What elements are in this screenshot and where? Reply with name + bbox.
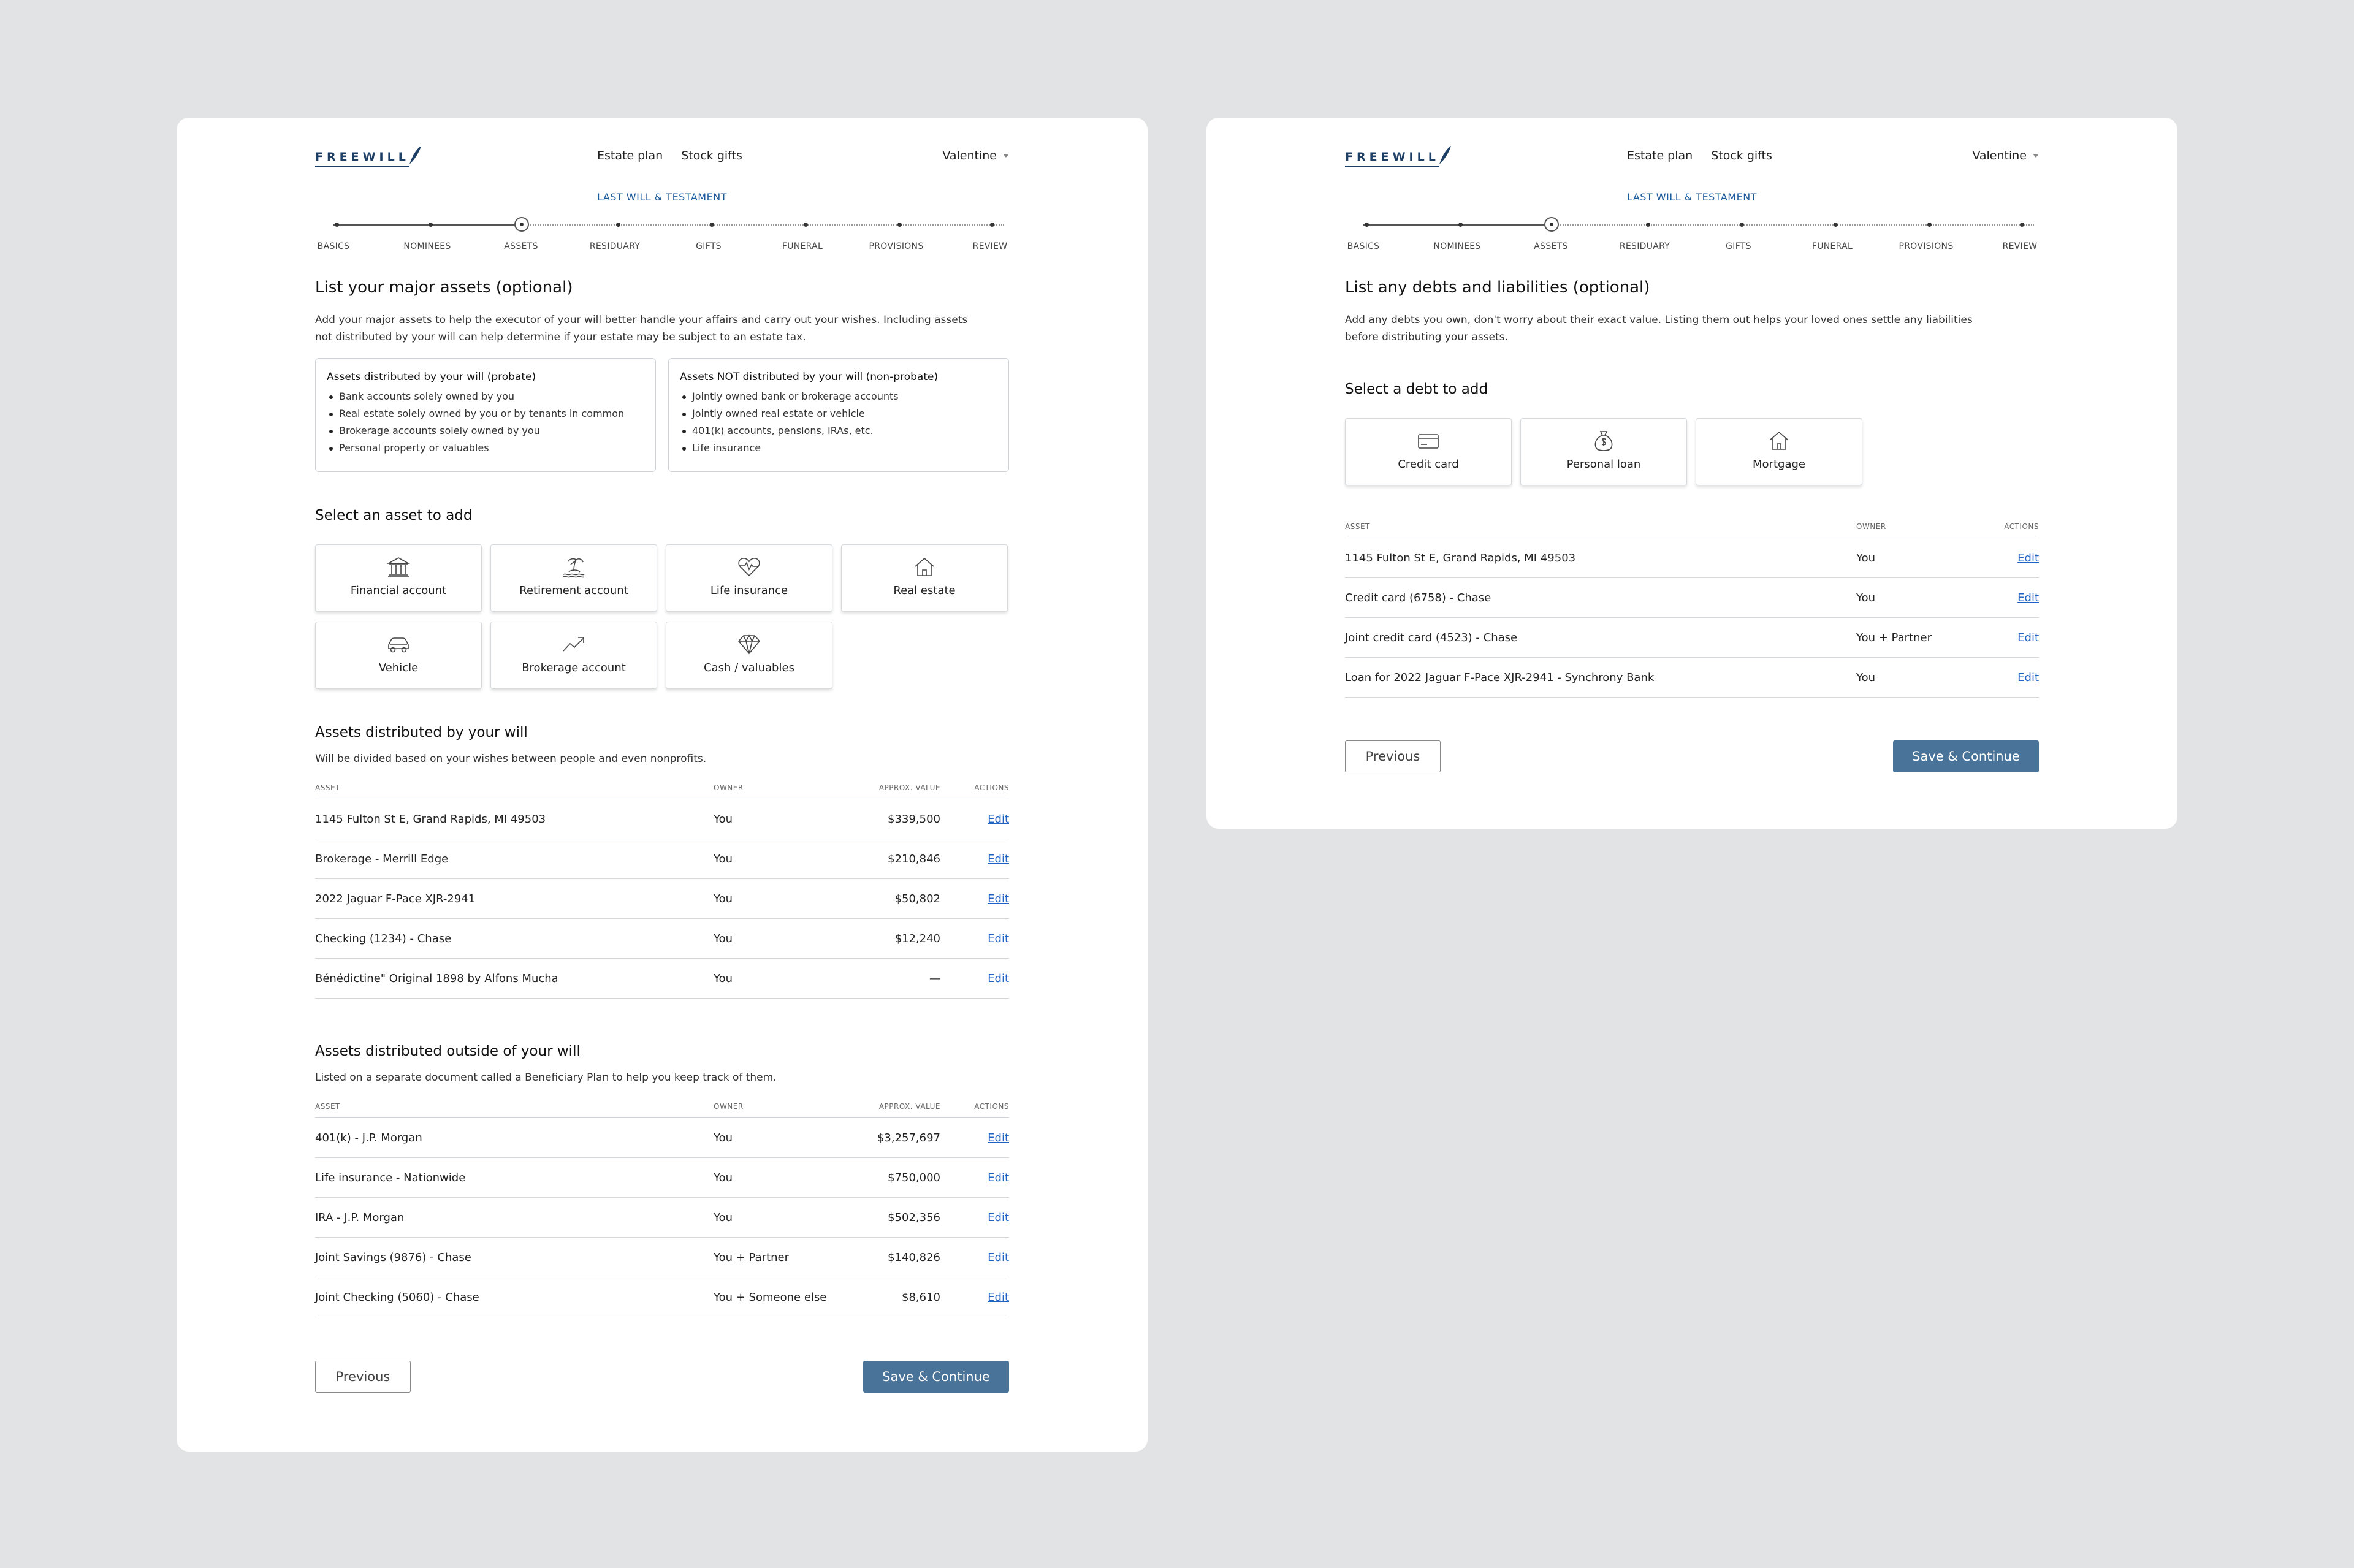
user-name: Valentine bbox=[942, 149, 997, 162]
progress-label-gifts[interactable]: GIFTS bbox=[696, 242, 722, 251]
debts-table bbox=[1345, 519, 2039, 698]
column-value: APPROX. VALUE bbox=[878, 1102, 940, 1111]
list-item: Jointly owned real estate or vehicle bbox=[680, 405, 997, 422]
progress-dot-review[interactable] bbox=[2020, 223, 2024, 227]
tile-label: Retirement account bbox=[519, 584, 628, 597]
asset-owner: You bbox=[714, 1211, 733, 1224]
edit-link[interactable]: Edit bbox=[988, 1211, 1009, 1224]
progress-dot-residuary[interactable] bbox=[616, 223, 620, 227]
asset-name: Brokerage - Merrill Edge bbox=[315, 853, 449, 866]
heartbeat-icon bbox=[737, 555, 761, 579]
asset-owner: You bbox=[714, 972, 733, 985]
save-continue-button[interactable]: Save & Continue bbox=[1893, 740, 2039, 772]
progress-label-assets[interactable]: ASSETS bbox=[1534, 242, 1568, 251]
asset-value: $339,500 bbox=[888, 813, 940, 826]
progress-dot-funeral[interactable] bbox=[804, 223, 808, 227]
asset-name: Life insurance - Nationwide bbox=[315, 1171, 466, 1184]
edit-link[interactable]: Edit bbox=[988, 1171, 1009, 1184]
table-row bbox=[315, 1198, 1009, 1238]
retirement-account-tile[interactable] bbox=[490, 544, 657, 612]
progress-label-nominees[interactable]: NOMINEES bbox=[403, 242, 451, 251]
previous-button[interactable]: Previous bbox=[1345, 740, 1441, 772]
progress-title: LAST WILL & TESTAMENT bbox=[597, 191, 727, 203]
edit-link[interactable]: Edit bbox=[2017, 592, 2039, 604]
cash-valuables-tile[interactable] bbox=[666, 622, 832, 689]
probate-box-title: Assets distributed by your will (probate) bbox=[327, 371, 536, 383]
progress-line-remaining bbox=[521, 224, 1004, 226]
brokerage-account-tile[interactable] bbox=[490, 622, 657, 689]
progress-label-provisions[interactable]: PROVISIONS bbox=[869, 242, 924, 251]
progress-dot-funeral[interactable] bbox=[1834, 223, 1838, 227]
asset-name: 401(k) - J.P. Morgan bbox=[315, 1132, 422, 1144]
progress-dot-nominees[interactable] bbox=[1458, 223, 1463, 227]
debt-name: Credit card (6758) - Chase bbox=[1345, 592, 1491, 604]
asset-value: $3,257,697 bbox=[877, 1132, 940, 1144]
table-row bbox=[315, 879, 1009, 919]
edit-link[interactable]: Edit bbox=[988, 972, 1009, 985]
progress-line-complete bbox=[1363, 224, 1551, 226]
progress-dot-nominees[interactable] bbox=[429, 223, 433, 227]
nonprobate-info-box bbox=[668, 358, 1009, 472]
list-item: Real estate solely owned by you or by tenants in common bbox=[327, 405, 644, 422]
table-row bbox=[1345, 658, 2039, 698]
asset-name: 1145 Fulton St E, Grand Rapids, MI 49503 bbox=[315, 813, 546, 826]
nav-estate-plan[interactable]: Estate plan bbox=[1627, 149, 1693, 162]
progress-label-funeral[interactable]: FUNERAL bbox=[782, 242, 823, 251]
table-row bbox=[1345, 618, 2039, 658]
outside-assets-table bbox=[315, 1098, 1009, 1317]
edit-link[interactable]: Edit bbox=[988, 813, 1009, 826]
edit-link[interactable]: Edit bbox=[2017, 552, 2039, 565]
page-title: List your major assets (optional) bbox=[315, 278, 573, 297]
user-menu[interactable] bbox=[942, 149, 1009, 162]
tile-label: Life insurance bbox=[710, 584, 788, 597]
asset-owner: You bbox=[714, 932, 733, 945]
progress-label-provisions[interactable]: PROVISIONS bbox=[1899, 242, 1954, 251]
top-header bbox=[315, 132, 1009, 188]
nav-stock-gifts[interactable]: Stock gifts bbox=[1711, 149, 1772, 162]
list-item: Jointly owned bank or brokerage accounts bbox=[680, 388, 997, 405]
credit-card-icon bbox=[1416, 429, 1441, 452]
progress-dot-basics[interactable] bbox=[1365, 223, 1369, 227]
progress-label-assets[interactable]: ASSETS bbox=[504, 242, 538, 251]
debt-owner: You bbox=[1856, 592, 1876, 604]
progress-label-funeral[interactable]: FUNERAL bbox=[1811, 242, 1853, 251]
debt-owner: You + Partner bbox=[1856, 631, 1932, 644]
table-header bbox=[315, 780, 1009, 799]
house-icon bbox=[912, 555, 937, 579]
nav-estate-plan[interactable]: Estate plan bbox=[597, 149, 663, 162]
logo-text: FREEWILL bbox=[1345, 150, 1439, 167]
edit-link[interactable]: Edit bbox=[988, 1291, 1009, 1304]
chevron-down-icon bbox=[2033, 154, 2039, 158]
progress-dot-assets-current[interactable] bbox=[514, 217, 529, 232]
tile-label: Credit card bbox=[1398, 458, 1459, 471]
page-intro: Add your major assets to help the executor of your will better handle your affairs and carry out your wishes. Including assets not distributed by your will can help determine if your estate may be subject to an estate tax. bbox=[315, 314, 968, 343]
asset-value: $8,610 bbox=[902, 1291, 940, 1304]
table-row bbox=[315, 1277, 1009, 1317]
debt-name: 1145 Fulton St E, Grand Rapids, MI 49503 bbox=[1345, 552, 1576, 565]
user-menu[interactable] bbox=[1972, 149, 2039, 162]
debt-name: Joint credit card (4523) - Chase bbox=[1345, 631, 1518, 644]
column-value: APPROX. VALUE bbox=[878, 783, 940, 792]
list-item: Bank accounts solely owned by you bbox=[327, 388, 644, 405]
table-row bbox=[315, 1118, 1009, 1158]
list-item: Life insurance bbox=[680, 440, 997, 457]
table-row bbox=[315, 959, 1009, 999]
freewill-logo[interactable] bbox=[1345, 146, 1452, 170]
tile-label: Cash / valuables bbox=[704, 661, 794, 674]
progress-label-nominees[interactable]: NOMINEES bbox=[1433, 242, 1481, 251]
progress-title: LAST WILL & TESTAMENT bbox=[1627, 191, 1757, 203]
progress-dot-assets-current[interactable] bbox=[1544, 217, 1559, 232]
progress-label-residuary[interactable]: RESIDUARY bbox=[589, 242, 641, 251]
progress-label-basics[interactable]: BASICS bbox=[1347, 242, 1380, 251]
debt-owner: You bbox=[1856, 552, 1876, 565]
island-icon bbox=[562, 555, 586, 579]
asset-value: $502,356 bbox=[888, 1211, 940, 1224]
asset-name: Checking (1234) - Chase bbox=[315, 932, 452, 945]
debt-owner: You bbox=[1856, 671, 1876, 684]
progress-dot-review[interactable] bbox=[990, 223, 994, 227]
column-asset: ASSET bbox=[1345, 522, 1370, 531]
progress-dot-provisions[interactable] bbox=[1927, 223, 1932, 227]
user-name: Valentine bbox=[1972, 149, 2027, 162]
table-header bbox=[1345, 519, 2039, 538]
asset-owner: You bbox=[714, 892, 733, 905]
progress-dot-gifts[interactable] bbox=[710, 223, 714, 227]
probate-info-box bbox=[315, 358, 656, 472]
column-actions: ACTIONS bbox=[2004, 522, 2039, 531]
debt-name: Loan for 2022 Jaguar F-Pace XJR-2941 - Synchrony Bank bbox=[1345, 671, 1655, 684]
asset-value: $210,846 bbox=[888, 853, 940, 866]
asset-value: — bbox=[929, 972, 940, 985]
list-item: 401(k) accounts, pensions, IRAs, etc. bbox=[680, 422, 997, 440]
progress-labels bbox=[1345, 242, 2039, 254]
debts-page-card bbox=[1206, 118, 2177, 829]
select-debt-heading: Select a debt to add bbox=[1345, 381, 1488, 397]
tile-label: Financial account bbox=[350, 584, 447, 597]
list-item: Brokerage accounts solely owned by you bbox=[327, 422, 644, 440]
mortgage-tile[interactable] bbox=[1696, 418, 1862, 485]
asset-owner: You + Partner bbox=[714, 1251, 789, 1264]
asset-owner: You + Someone else bbox=[714, 1291, 827, 1304]
progress-label-basics[interactable]: BASICS bbox=[317, 242, 350, 251]
edit-link[interactable]: Edit bbox=[988, 932, 1009, 945]
table-row bbox=[315, 919, 1009, 959]
edit-link[interactable]: Edit bbox=[2017, 631, 2039, 644]
previous-button[interactable]: Previous bbox=[315, 1361, 411, 1393]
edit-link[interactable]: Edit bbox=[988, 892, 1009, 905]
credit-card-tile[interactable] bbox=[1345, 418, 1512, 485]
table-row bbox=[1345, 538, 2039, 578]
edit-link[interactable]: Edit bbox=[988, 1251, 1009, 1264]
asset-value: $750,000 bbox=[888, 1171, 940, 1184]
column-asset: ASSET bbox=[315, 1102, 340, 1111]
bank-icon bbox=[386, 555, 411, 579]
asset-value: $140,826 bbox=[888, 1251, 940, 1264]
progress-label-gifts[interactable]: GIFTS bbox=[1726, 242, 1751, 251]
quill-icon bbox=[408, 145, 422, 166]
diamond-icon bbox=[737, 633, 761, 656]
list-item: Personal property or valuables bbox=[327, 440, 644, 457]
will-assets-table bbox=[315, 780, 1009, 999]
column-owner: OWNER bbox=[714, 1102, 744, 1111]
tile-label: Real estate bbox=[893, 584, 956, 597]
tile-label: Brokerage account bbox=[522, 661, 626, 674]
tile-label: Mortgage bbox=[1753, 458, 1805, 471]
progress-track bbox=[1363, 224, 2038, 226]
asset-name: Bénédictine" Original 1898 by Alfons Mucha bbox=[315, 972, 558, 985]
table-row bbox=[315, 1238, 1009, 1277]
outside-assets-subtitle: Listed on a separate document called a Beneficiary Plan to help you keep track of them. bbox=[315, 1071, 777, 1084]
progress-dot-basics[interactable] bbox=[335, 223, 339, 227]
financial-account-tile[interactable] bbox=[315, 544, 482, 612]
real-estate-tile[interactable] bbox=[841, 544, 1008, 612]
money-bag-icon bbox=[1591, 429, 1616, 452]
progress-label-residuary[interactable]: RESIDUARY bbox=[1619, 242, 1670, 251]
asset-value: $50,802 bbox=[894, 892, 940, 905]
car-icon bbox=[385, 633, 412, 656]
outside-assets-heading: Assets distributed outside of your will bbox=[315, 1043, 581, 1059]
personal-loan-tile[interactable] bbox=[1520, 418, 1687, 485]
asset-value: $12,240 bbox=[894, 932, 940, 945]
progress-track bbox=[333, 224, 1008, 226]
save-continue-button[interactable]: Save & Continue bbox=[863, 1361, 1009, 1393]
progress-line-remaining bbox=[1551, 224, 2034, 226]
will-assets-heading: Assets distributed by your will bbox=[315, 725, 528, 740]
top-header bbox=[1345, 132, 2039, 188]
quill-icon bbox=[1438, 145, 1452, 166]
progress-label-review[interactable]: REVIEW bbox=[2002, 242, 2038, 251]
column-actions: ACTIONS bbox=[974, 783, 1009, 792]
page-title: List any debts and liabilities (optional) bbox=[1345, 278, 1650, 297]
progress-label-review[interactable]: REVIEW bbox=[972, 242, 1008, 251]
table-row bbox=[315, 799, 1009, 839]
will-assets-subtitle: Will be divided based on your wishes between people and even nonprofits. bbox=[315, 753, 707, 765]
select-asset-heading: Select an asset to add bbox=[315, 508, 473, 523]
progress-dot-gifts[interactable] bbox=[1740, 223, 1744, 227]
asset-owner: You bbox=[714, 813, 733, 826]
freewill-logo[interactable] bbox=[315, 146, 422, 170]
edit-link[interactable]: Edit bbox=[988, 853, 1009, 866]
asset-owner: You bbox=[714, 1132, 733, 1144]
table-row bbox=[315, 1158, 1009, 1198]
table-row bbox=[1345, 578, 2039, 618]
column-actions: ACTIONS bbox=[974, 1102, 1009, 1111]
column-owner: OWNER bbox=[714, 783, 744, 792]
column-asset: ASSET bbox=[315, 783, 340, 792]
asset-owner: You bbox=[714, 1171, 733, 1184]
main-nav bbox=[1627, 149, 1772, 162]
column-owner: OWNER bbox=[1856, 522, 1886, 531]
life-insurance-tile[interactable] bbox=[666, 544, 832, 612]
progress-dot-provisions[interactable] bbox=[897, 223, 902, 227]
trend-up-icon bbox=[562, 633, 586, 656]
tile-label: Personal loan bbox=[1566, 458, 1641, 471]
vehicle-tile[interactable] bbox=[315, 622, 482, 689]
table-header bbox=[315, 1098, 1009, 1118]
logo-text: FREEWILL bbox=[315, 150, 409, 167]
probate-list bbox=[327, 388, 644, 457]
asset-name: Joint Checking (5060) - Chase bbox=[315, 1291, 479, 1304]
assets-page-card bbox=[177, 118, 1148, 1452]
main-nav bbox=[597, 149, 742, 162]
asset-name: IRA - J.P. Morgan bbox=[315, 1211, 405, 1224]
page-intro: Add any debts you own, don't worry about their exact value. Listing them out helps your loved ones settle any liabilities before distributing your assets. bbox=[1345, 314, 1973, 343]
progress-labels bbox=[315, 242, 1009, 254]
house-icon bbox=[1767, 429, 1791, 452]
tile-label: Vehicle bbox=[378, 661, 419, 674]
nav-stock-gifts[interactable]: Stock gifts bbox=[681, 149, 742, 162]
table-row bbox=[315, 839, 1009, 879]
progress-line-complete bbox=[333, 224, 521, 226]
asset-owner: You bbox=[714, 853, 733, 866]
nonprobate-list bbox=[680, 388, 997, 457]
nonprobate-box-title: Assets NOT distributed by your will (non-probate) bbox=[680, 371, 939, 383]
edit-link[interactable]: Edit bbox=[988, 1132, 1009, 1144]
chevron-down-icon bbox=[1003, 154, 1009, 158]
progress-dot-residuary[interactable] bbox=[1646, 223, 1650, 227]
asset-name: Joint Savings (9876) - Chase bbox=[315, 1251, 471, 1264]
edit-link[interactable]: Edit bbox=[2017, 671, 2039, 684]
asset-name: 2022 Jaguar F-Pace XJR-2941 bbox=[315, 892, 476, 905]
